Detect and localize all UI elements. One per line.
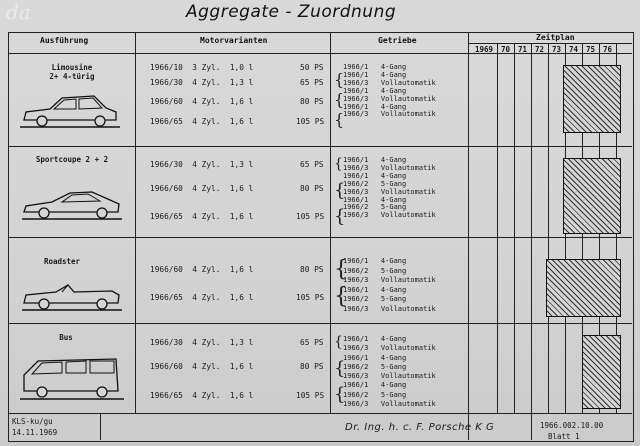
engine-ps: 65 PS	[300, 78, 324, 87]
engine-ps: 50 PS	[300, 63, 324, 72]
engine-ps: 105 PS	[296, 212, 325, 221]
engine-row: 1966/60 4 Zyl. 1,6 l	[150, 97, 254, 106]
vehicle-label-sportcoupe: Sportcoupe 2 + 2	[35, 155, 109, 164]
engine-row: 1966/60 4 Zyl. 1,6 l	[150, 265, 254, 274]
engine-ps: 80 PS	[300, 97, 324, 106]
document-number: 1966.002.10.00	[540, 421, 604, 430]
vehicle-label-limousine: Limousine 2+ 4-türig	[49, 63, 95, 81]
column-divider	[330, 32, 331, 413]
bracket: {	[334, 180, 346, 201]
row-divider	[8, 323, 632, 324]
engine-ps: 65 PS	[300, 160, 324, 169]
bracket: {	[334, 284, 348, 309]
corner-stamp: da	[6, 0, 31, 24]
header-getriebe: Getriebe	[378, 36, 417, 45]
timeline-bar	[582, 335, 621, 409]
timeline-bar	[563, 158, 621, 234]
engine-row: 1966/60 4 Zyl. 1,6 l	[150, 362, 254, 371]
timeline-bar	[546, 259, 621, 317]
column-divider	[468, 32, 469, 440]
bracket: {	[334, 206, 346, 227]
year-header: 1969	[474, 45, 494, 54]
year-header: 74	[568, 45, 579, 54]
engine-row: 1966/30 4 Zyl. 1,3 l	[150, 78, 254, 87]
engine-row: 1966/30 4 Zyl. 1,3 l	[150, 160, 254, 169]
page-title: Aggregate - Zuordnung	[186, 2, 397, 22]
engine-row: 1966/30 4 Zyl. 1,3 l	[150, 338, 254, 347]
author-reference: KLS-ku/gu	[12, 417, 53, 426]
year-divider	[497, 43, 498, 413]
engine-row: 1966/65 4 Zyl. 1,6 l	[150, 293, 254, 302]
engine-ps: 105 PS	[296, 293, 325, 302]
year-header: 71	[517, 45, 528, 54]
column-divider	[135, 32, 136, 413]
engine-row: 1966/60 4 Zyl. 1,6 l	[150, 184, 254, 193]
transmission-list: 1966/1 4-Gang 1966/1 4-Gang 1966/3 Vollautomatik 1966/1 4-Gang 1966/3 Vollautomatik 1966/1 4-Gang 1966/3 Vollautomatik	[343, 63, 436, 119]
engine-row: 1966/65 4 Zyl. 1,6 l	[150, 117, 254, 126]
company-name: Dr. Ing. h. c. F. Porsche K G	[345, 422, 495, 433]
year-header: 73	[551, 45, 562, 54]
engine-ps: 105 PS	[296, 117, 325, 126]
header-motorvarianten: Motorvarianten	[200, 36, 268, 45]
bus-illustration	[20, 353, 124, 403]
bracket: {	[334, 70, 345, 89]
year-divider	[548, 43, 549, 413]
vehicle-label-roadster: Roadster	[43, 257, 81, 266]
bracket: {	[334, 358, 346, 379]
year-divider	[531, 43, 532, 413]
engine-ps: 65 PS	[300, 338, 324, 347]
transmission-list: 1966/1 4-Gang 1966/3 Vollautomatik 1966/1 4-Gang 1966/2 5-Gang 1966/3 Vollautomatik 1966/1 4-Gang 1966/2 5-Gang 1966/3 Vollautomatik	[343, 156, 436, 220]
transmission-list: 1966/1 4-Gang 1966/3 Vollautomatik 1966/1 4-Gang 1966/2 5-Gang 1966/3 Vollautomatik 1966/1 4-Gang 1966/2 5-Gang 1966/3 Vollautomatik	[343, 335, 436, 409]
engine-ps: 80 PS	[300, 265, 324, 274]
header-zeitplan: Zeitplan	[536, 33, 575, 42]
row-divider	[8, 146, 632, 147]
year-header: 75	[585, 45, 596, 54]
header-divider	[468, 43, 632, 44]
bracket: {	[334, 334, 343, 350]
limousine-illustration	[20, 92, 120, 130]
year-header: 76	[602, 45, 613, 54]
year-header: 70	[500, 45, 511, 54]
year-header: 72	[534, 45, 545, 54]
document-date: 14.11.1969	[12, 428, 58, 437]
timeline-bar	[563, 65, 621, 133]
bracket: {	[334, 110, 345, 129]
footer-divider	[100, 413, 101, 440]
engine-row: 1966/10 3 Zyl. 1,0 l	[150, 63, 254, 72]
transmission-list: 1966/1 4-Gang 1966/2 5-Gang 1966/3 Vollautomatik 1966/1 4-Gang 1966/2 5-Gang 1966/3 Vollautomatik	[343, 257, 436, 313]
bracket: {	[334, 384, 346, 405]
sportcoupe-illustration	[22, 184, 122, 222]
engine-ps: 80 PS	[300, 362, 324, 371]
roadster-illustration	[22, 277, 122, 313]
vehicle-label-bus: Bus	[59, 333, 73, 342]
engine-row: 1966/65 4 Zyl. 1,6 l	[150, 391, 254, 400]
bracket: {	[334, 156, 343, 172]
footer-divider	[531, 413, 532, 440]
engine-ps: 105 PS	[296, 391, 325, 400]
bracket: {	[334, 257, 348, 282]
year-divider	[514, 43, 515, 413]
engine-ps: 80 PS	[300, 184, 324, 193]
engine-row: 1966/65 4 Zyl. 1,6 l	[150, 212, 254, 221]
bracket: {	[334, 90, 345, 109]
row-divider	[8, 237, 632, 238]
footer-divider	[8, 413, 632, 414]
header-ausfuehrung: Ausführung	[40, 36, 89, 45]
sheet-number: Blatt 1	[548, 432, 580, 441]
